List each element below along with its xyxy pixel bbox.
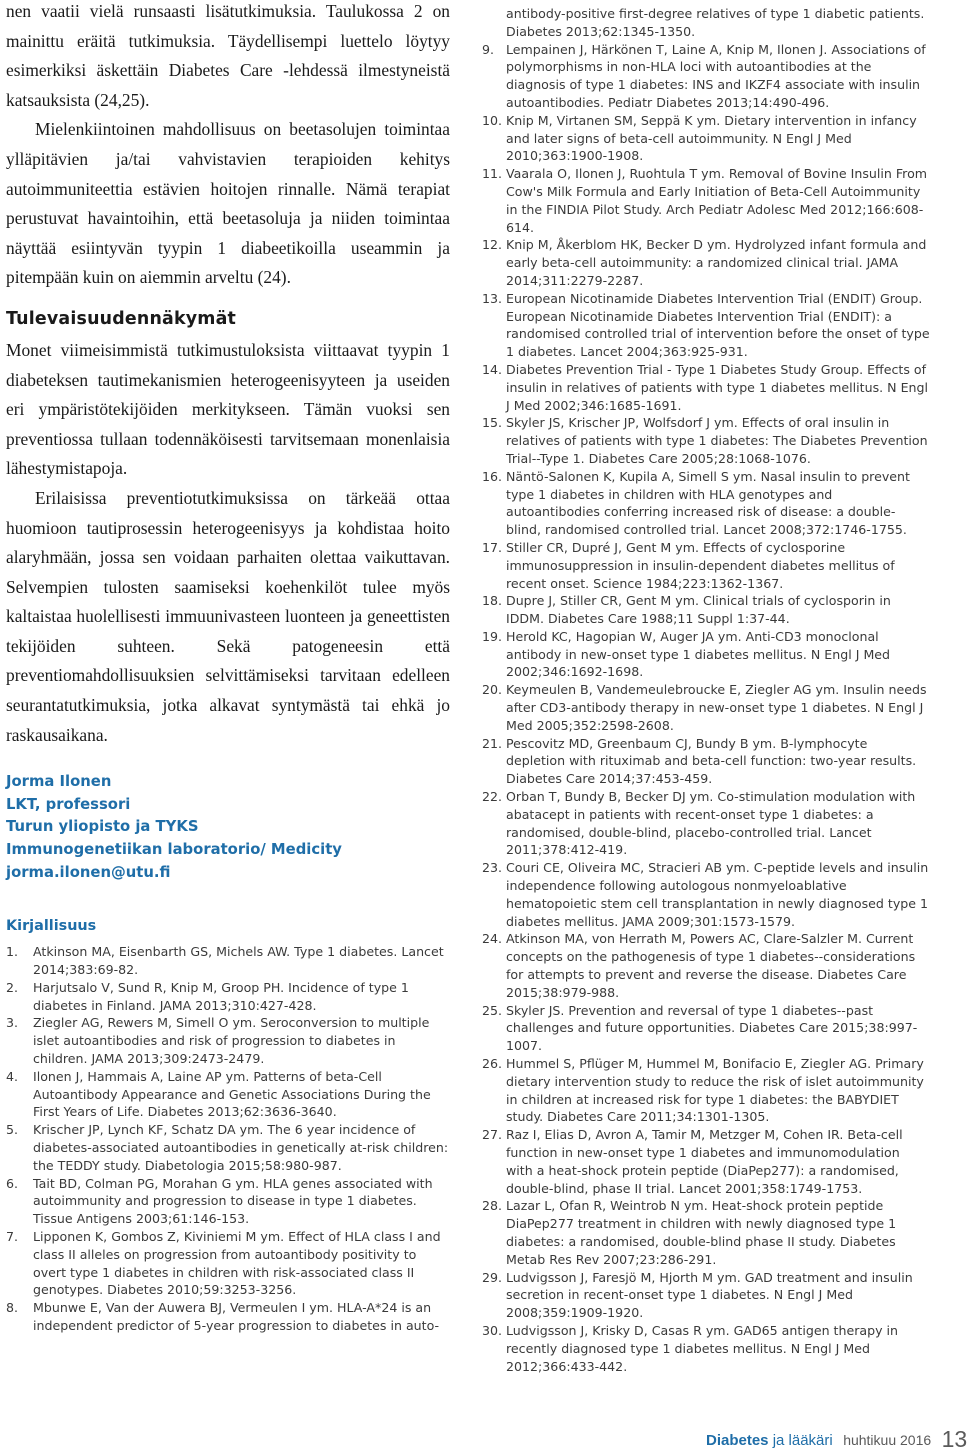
- reference-number: 23.: [482, 860, 503, 876]
- reference-continuation: [482, 5, 930, 41]
- reference-text: Harjutsalo V, Sund R, Knip M, Groop PH. Incidence of type 1 diabetes in Finland. JAMA 2013;310:427-428.: [33, 979, 409, 1013]
- footer-brand: Diabetes: [706, 1432, 769, 1449]
- reference-text: Skyler JS, Krischer JP, Wolfsdorf J ym. Effects of oral insulin in relatives of patients with type 1 diabetes: The Diabetes Prevention Trial--Type 1. Diabetes Care 2005;28:1068-1076.: [506, 415, 928, 466]
- reference-text: Dupre J, Stiller CR, Gent M ym. Clinical trials of cyclosporin in IDDM. Diabetes Care 1988;11 Suppl 1:37-44.: [506, 593, 891, 627]
- paragraph: Monet viimeisimmistä tutkimustuloksista viittaavat tyypin 1 diabeteksen tautimekanismien heterogeenisyyteen ja useiden eri ympäristötekijöiden merkitykseen. Tämän vuoksi sen preventiossa tullaan todennäköisesti tarvitsemaan monenlaisia lähestymistapoja.: [6, 339, 450, 479]
- reference-item: [6, 943, 450, 979]
- reference-number: 4.: [6, 1068, 19, 1084]
- reference-number: 21.: [482, 735, 503, 751]
- reference-text: Diabetes Prevention Trial - Type 1 Diabetes Study Group. Effects of insulin in relatives of patients with type 1 diabetes mellitus. N Engl J Med 2002;346:1685-1691.: [506, 361, 929, 413]
- reference-number: 22.: [482, 789, 503, 805]
- reference-text: European Nicotinamide Diabetes Intervention Trial (ENDIT) Group. European Nicotinamide Diabetes Intervention Trial (ENDIT): a randomised controlled trial of intervention before the onset of type 1 diabetes. Lancet 2004;363:925-931.: [506, 290, 930, 360]
- paragraph: nen vaatii vielä runsaasti lisätutkimuksia. Taulukossa 2 on mainittu eräitä tutkimuksia. Täydellisempi luettelo löytyy esimerkiksi äskettäin Diabetes Care -lehdessä ilmestyneistä katsauksista (24,25).: [6, 1, 450, 110]
- reference-text: Couri CE, Oliveira MC, Stracieri AB ym. C-peptide levels and insulin independence following autologous nonmyeloablative hematopoietic stem cell transplantation in newly diagnosed type 1 diabetes mellitus. JAMA 2009;301:1573-1579.: [506, 860, 929, 929]
- reference-item: [6, 979, 450, 1015]
- author-email[interactable]: jorma.ilonen@utu.fi: [6, 863, 171, 881]
- page-footer: [706, 1424, 967, 1451]
- reference-number: 16.: [482, 468, 503, 484]
- right-column: [482, 0, 930, 1375]
- reference-text: Keymeulen B, Vandemeulebroucke E, Ziegler AG ym. Insulin needs after CD3-antibody therapy in new-onset type 1 diabetes. N Engl J Med 2005;352:2598-2608.: [506, 682, 927, 733]
- reference-item: [482, 930, 930, 1001]
- author-name: Jorma Ilonen: [6, 773, 112, 791]
- reference-item: [482, 112, 930, 165]
- reference-text: Mbunwe E, Van der Auwera BJ, Vermeulen I ym. HLA-A*24 is an independent predictor of 5-year progression to diabetes in auto-: [33, 1300, 440, 1333]
- reference-item: [6, 1299, 450, 1335]
- reference-item: [482, 1002, 930, 1055]
- reference-item: [6, 1121, 450, 1174]
- reference-list: [6, 943, 450, 1335]
- section-heading: Tulevaisuudennäkymät: [6, 308, 237, 329]
- reference-number: 17.: [482, 539, 503, 555]
- reference-number: 5.: [6, 1122, 19, 1138]
- footer-brand-suffix: ja lääkäri: [768, 1432, 833, 1449]
- reference-item: [482, 735, 930, 788]
- reference-text: Orban T, Bundy B, Becker DJ ym. Co-stimulation modulation with abatacept in patients with recent-onset type 1 diabetes: a randomised, double-blind, placebo-controlled trial. Lancet 2011;378:412-419.: [506, 789, 916, 858]
- author-block: [6, 771, 450, 884]
- reference-number: 11.: [482, 166, 503, 182]
- reference-item: [482, 236, 930, 289]
- reference-number: 3.: [6, 1015, 19, 1031]
- reference-text: Tait BD, Colman PG, Morahan G ym. HLA genes associated with autoimmunity and progression to disease in type 1 diabetes. Tissue Antigens 2003;61:146-153.: [33, 1175, 433, 1227]
- reference-item: [482, 539, 930, 592]
- reference-number: 18.: [482, 593, 503, 609]
- reference-number: 20.: [482, 682, 503, 698]
- reference-number: 15.: [482, 415, 503, 431]
- reference-text: Vaarala O, Ilonen J, Ruohtula T ym. Removal of Bovine Insulin From Cow's Milk Formula and Early Initiation of Beta-Cell Autoimmunity in the FINDIA Pilot Study. Arch Pediatr Adolesc Med 2012;166:608-614.: [506, 166, 928, 235]
- reference-item: [6, 1228, 450, 1299]
- reference-number: 10.: [482, 112, 503, 128]
- reference-text: Lempainen J, Härkönen T, Laine A, Knip M, Ilonen J. Associations of polymorphisms in non-HLA loci with autoantibodies at the diagnosis of type 1 diabetes: INS and IKZF4 associate with insulin autoantibodies. Pediatr Diabetes 2013;14:490-496.: [506, 41, 926, 110]
- reference-item: [482, 290, 930, 361]
- reference-item: [482, 1055, 930, 1126]
- reference-number: 25.: [482, 1002, 503, 1018]
- reference-item: [482, 628, 930, 681]
- reference-item: [482, 414, 930, 467]
- reference-number: 8.: [6, 1300, 19, 1316]
- reference-number: 24.: [482, 931, 503, 947]
- reference-number: 29.: [482, 1269, 503, 1285]
- references-heading: Kirjallisuus: [6, 918, 97, 935]
- reference-text: Herold KC, Hagopian W, Auger JA ym. Anti-CD3 monoclonal antibody in new-onset type 1 diabetes mellitus. N Engl J Med 2002;346:1692-1698.: [506, 628, 891, 680]
- reference-item: [6, 1014, 450, 1067]
- reference-text: Ludvigsson J, Krisky D, Casas R ym. GAD65 antigen therapy in recently diagnosed type 1 diabetes mellitus. N Engl J Med 2012;366:433-442.: [506, 1322, 899, 1374]
- reference-item: [482, 1126, 930, 1197]
- reference-text: Ziegler AG, Rewers M, Simell O ym. Seroconversion to multiple islet autoantibodies and risk of progression to diabetes in children. JAMA 2013;309:2473-2479.: [33, 1015, 430, 1066]
- reference-item: [6, 1068, 450, 1121]
- reference-text: Atkinson MA, Eisenbarth GS, Michels AW. Type 1 diabetes. Lancet 2014;383:69-82.: [33, 944, 444, 978]
- reference-item: [482, 592, 930, 628]
- reference-number: 13.: [482, 290, 503, 306]
- reference-text: Hummel S, Pflüger M, Hummel M, Bonifacio E, Ziegler AG. Primary dietary intervention study to reduce the risk of islet autoimmunity in children at increased risk for type 1 diabetes: the BABYDIET study. Diabetes Care 2011;34:1301-1305.: [506, 1056, 924, 1125]
- reference-number: 12.: [482, 237, 503, 253]
- reference-text: Ludvigsson J, Faresjö M, Hjorth M ym. GAD treatment and insulin secretion in recent-onset type 1 diabetes. N Engl J Med 2008;359:1909-1920.: [506, 1269, 913, 1321]
- left-column: [6, 0, 450, 1335]
- reference-text: Näntö-Salonen K, Kupila A, Simell S ym. Nasal insulin to prevent type 1 diabetes in children with HLA genotypes and autoantibodies conferring increased risk of disease: a double-blind, randomised controlled trial. Lancet 2008;372:1746-1755.: [506, 468, 910, 538]
- reference-number: 9.: [482, 41, 495, 57]
- author-affiliation: Immunogenetiikan laboratorio/ Medicity: [6, 841, 342, 859]
- reference-item: [482, 165, 930, 236]
- reference-text: Knip M, Åkerblom HK, Becker D ym. Hydrolyzed infant formula and early beta-cell autoimmunity: a randomized clinical trial. JAMA 2014;311:2279-2287.: [506, 237, 927, 288]
- reference-list: [482, 5, 930, 1375]
- reference-item: [482, 468, 930, 539]
- reference-item: [482, 361, 930, 414]
- reference-item: [482, 859, 930, 930]
- reference-text: Ilonen J, Hammais A, Laine AP ym. Patterns of beta-Cell Autoantibody Appearance and Genetic Associations During the First Years of Life. Diabetes 2013;62:3636-3640.: [33, 1068, 431, 1120]
- reference-text: Lipponen K, Gombos Z, Kiviniemi M ym. Effect of HLA class I and class II alleles on progression from autoantibody positivity to overt type 1 diabetes in children with risk-associated class II genotypes. Diabetes 2010;59:3253-3256.: [33, 1228, 441, 1298]
- page-number: 13: [941, 1426, 967, 1452]
- reference-number: 30.: [482, 1322, 503, 1338]
- reference-item: [482, 1322, 930, 1375]
- reference-number: 26.: [482, 1056, 503, 1072]
- reference-item: [482, 681, 930, 734]
- reference-number: 2.: [6, 979, 19, 995]
- reference-number: 14.: [482, 361, 503, 377]
- author-title: LKT, professori: [6, 795, 131, 813]
- reference-item: [482, 41, 930, 112]
- reference-text: Atkinson MA, von Herrath M, Powers AC, Clare-Salzler M. Current concepts on the pathogenesis of type 1 diabetes--considerations for attempts to prevent and reverse the disease. Diabetes Care 2015;38:979-988.: [506, 931, 916, 1000]
- reference-text: Lazar L, Ofan R, Weintrob N ym. Heat-shock protein peptide DiaPep277 treatment in children with newly diagnosed type 1 diabetes: a randomised, double-blind phase II study. Diabetes Metab Res Rev 2007;23:286-291.: [506, 1198, 897, 1267]
- reference-number: 6.: [6, 1175, 19, 1191]
- reference-text: antibody-positive first-degree relatives of type 1 diabetic patients. Diabetes 2013;62:1345-1350.: [506, 6, 925, 39]
- reference-item: [482, 1269, 930, 1322]
- reference-item: [482, 1197, 930, 1268]
- author-affiliation: Turun yliopisto ja TYKS: [6, 818, 199, 836]
- reference-text: Skyler JS. Prevention and reversal of type 1 diabetes--past challenges and future opportunities. Diabetes Care 2015;38:997-1007.: [506, 1002, 918, 1054]
- reference-number: 28.: [482, 1198, 503, 1214]
- reference-text: Pescovitz MD, Greenbaum CJ, Bundy B ym. B-lymphocyte depletion with rituximab and beta-cell function: two-year results. Diabetes Care 2014;37:453-459.: [506, 735, 917, 787]
- paragraph: Mielenkiintoinen mahdollisuus on beetasolujen toimintaa ylläpitävien ja/tai vahvistavien terapioiden kehitys autoimmuniteettia estävien hoitojen rinnalle. Nämä terapiat perustuvat havaintoihin, että beetasoluja ja niiden toimintaa näyttää esiintyvän tyypin 1 diabeetikoilla useammin ja pitempään kuin on aiemmin arveltu (24).: [6, 119, 450, 288]
- reference-item: [482, 788, 930, 859]
- reference-text: Knip M, Virtanen SM, Seppä K ym. Dietary intervention in infancy and later signs of beta-cell autoimmunity. N Engl J Med 2010;363:1900-1908.: [506, 112, 917, 164]
- reference-number: 7.: [6, 1228, 19, 1244]
- footer-issue: huhtikuu 2016: [843, 1432, 932, 1448]
- reference-text: Krischer JP, Lynch KF, Schatz DA ym. The 6 year incidence of diabetes-associated autoantibodies in genetically at-risk children: the TEDDY study. Diabetologia 2015;58:980-987.: [33, 1122, 449, 1173]
- paragraph: Erilaisissa preventiotutkimuksissa on tärkeää ottaa huomioon tautiprosessin heterogeenisyys ja kohdistaa hoito alaryhmään, jossa sen voidaan parhaiten olettaa vaikuttavan. Selvempien tulosten saamiseksi koehenkilöt tulee myös kaltaistaa huolellisesti immuunivasteen luonteen ja geneettisten tekijöiden suhteen. Sekä patogeneesin että preventiomahdollisuuksien selvittämiseksi tarvitaan edelleen seurantatutkimuksia, jotka alkavat syntymästä tai ehkä jo raskausaikana.: [6, 487, 450, 745]
- reference-text: Raz I, Elias D, Avron A, Tamir M, Metzger M, Cohen IR. Beta-cell function in new-onset type 1 diabetes and immunomodulation with a heat-shock protein peptide (DiaPep277): a randomised, double-blind, phase II trial. Lancet 2001;358:1749-1753.: [506, 1127, 903, 1196]
- reference-text: Stiller CR, Dupré J, Gent M ym. Effects of cyclosporine immunosuppression in insulin-dependent diabetes mellitus of recent onset. Science 1984;223:1362-1367.: [506, 539, 895, 591]
- reference-number: 1.: [6, 944, 19, 960]
- reference-number: 27.: [482, 1127, 503, 1143]
- reference-number: 19.: [482, 628, 503, 644]
- reference-item: [6, 1175, 450, 1228]
